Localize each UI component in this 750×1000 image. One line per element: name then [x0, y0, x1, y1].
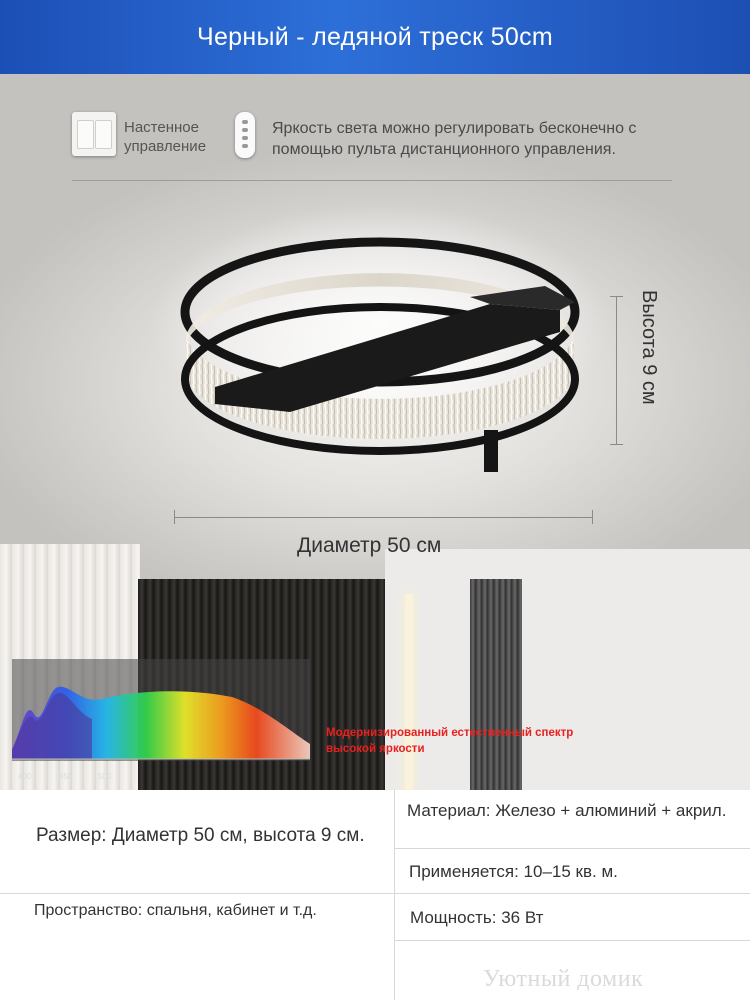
- watermark: Уютный домик: [483, 966, 644, 992]
- height-dimension-cap: [610, 296, 623, 297]
- table-divider: [394, 940, 750, 941]
- diameter-dimension-line: [174, 517, 592, 518]
- header-banner: [0, 0, 750, 74]
- spec-area: Применяется: 10–15 кв. м.: [409, 862, 618, 881]
- header-title: Черный - ледяной треск 50cm: [197, 22, 553, 51]
- height-dimension-cap: [610, 444, 623, 445]
- spec-size: Размер: Диаметр 50 см, высота 9 см.: [36, 825, 365, 846]
- diameter-dimension-cap: [174, 510, 175, 524]
- spectrum-tick: 400: [18, 772, 32, 781]
- diameter-label: Диаметр 50 см: [297, 534, 442, 557]
- spec-space: Пространство: спальня, кабинет и т.д.: [34, 902, 317, 919]
- spectrum-tick: 450: [59, 772, 73, 781]
- table-divider: [0, 893, 394, 894]
- table-divider: [394, 848, 750, 849]
- height-label: Высота 9 см: [638, 290, 660, 405]
- table-divider: [394, 790, 395, 1000]
- product-hero: [0, 74, 750, 790]
- spec-power: Мощность: 36 Вт: [410, 908, 544, 927]
- spectrum-tick: 500: [98, 772, 112, 781]
- remote-control-text: Яркость света можно регулировать бесконечно с помощью пульта дистанционного управления.: [272, 120, 637, 158]
- wall-switch-label: Настенное управление: [124, 119, 207, 155]
- spec-material: Материал: Железо + алюминий + акрил.: [407, 801, 727, 820]
- light-spectrum-graphic: [12, 659, 310, 769]
- spectrum-caption: Модернизированный естественный спектр высокой яркости: [326, 727, 574, 755]
- table-divider: [394, 893, 750, 894]
- diameter-dimension-cap: [592, 510, 593, 524]
- height-dimension-line: [616, 296, 617, 444]
